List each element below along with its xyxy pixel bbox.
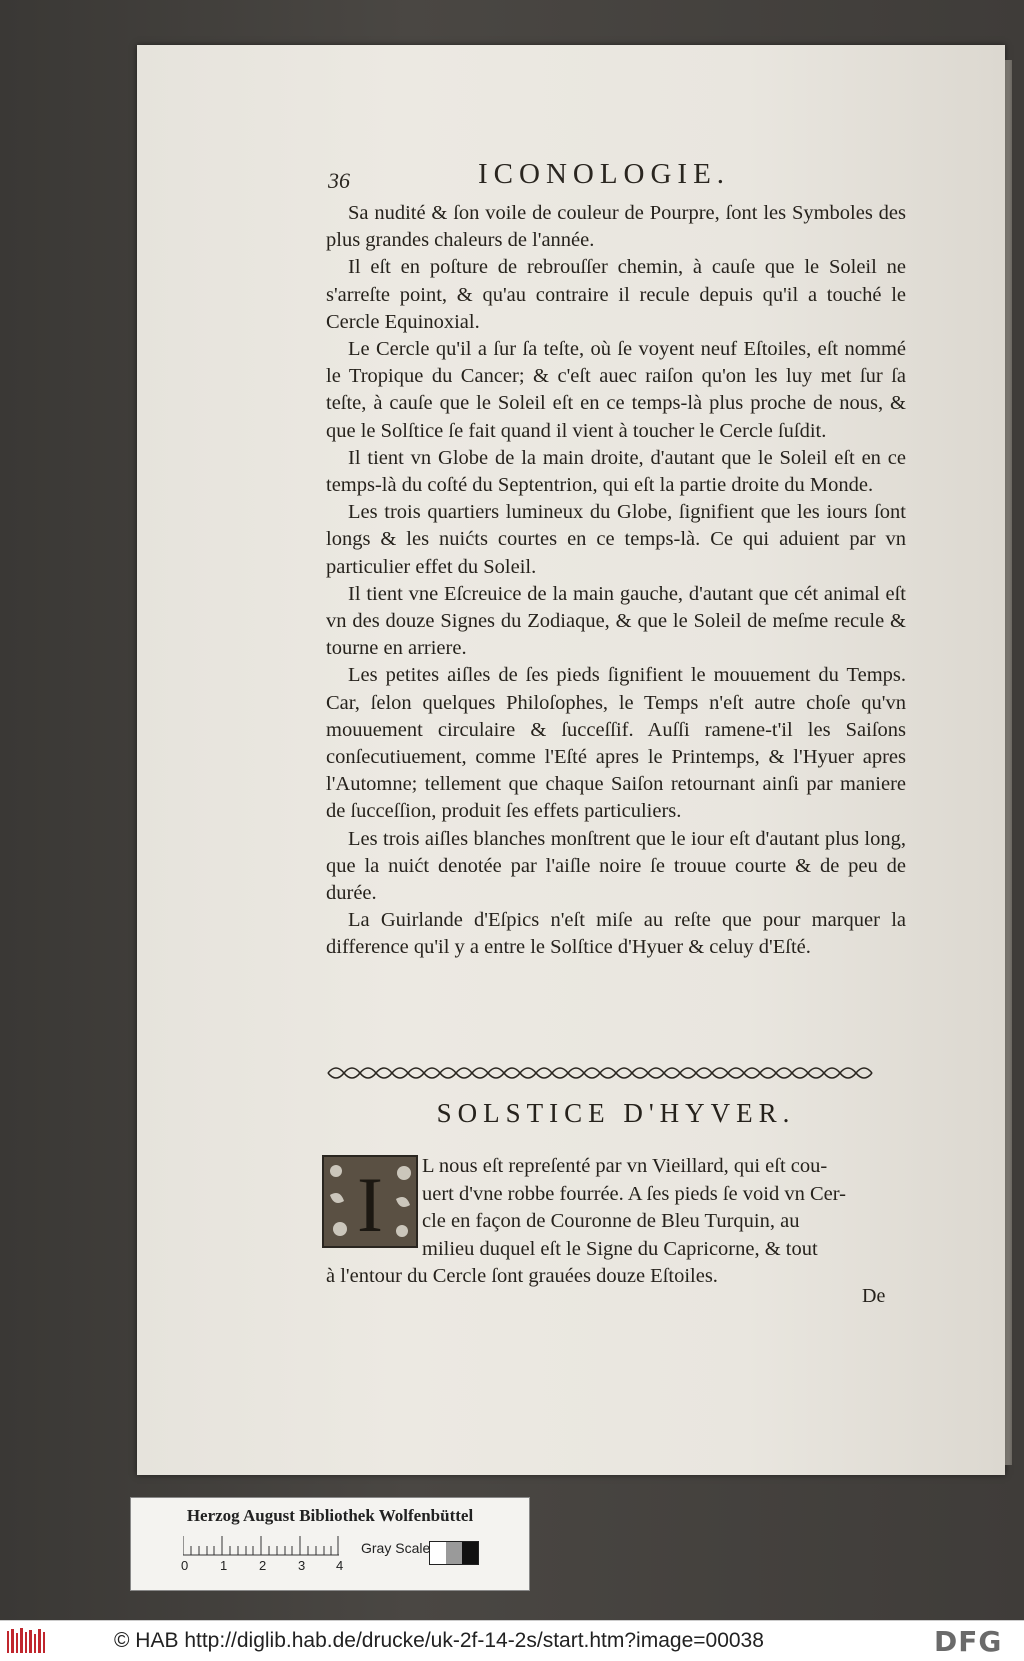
library-name: Herzog August Bibliothek Wolfenbüttel	[186, 1506, 474, 1525]
swatch-white	[430, 1542, 446, 1564]
main-text	[326, 200, 906, 962]
swatch-black	[462, 1542, 478, 1564]
scale-number: 1	[220, 1558, 228, 1573]
paragraph: Sa nudité & ſon voile de couleur de Pourpre, ſont les Symboles des plus grandes chaleurs de l'année.	[326, 202, 906, 252]
section-line: L nous eſt repreſenté par vn Vieillard, qui eſt cou-	[422, 1155, 828, 1177]
swatch-gray	[446, 1542, 462, 1564]
running-title: ICONOLOGIE.	[478, 158, 731, 190]
paragraph: Les trois aiſles blanches monſtrent que le iour eſt d'autant plus long, que la nuićt denotée par l'aiſle noire ſe trouue courte & de peu de durée.	[326, 827, 906, 905]
section-line: milieu duquel eſt le Signe du Capricorne, & tout	[422, 1237, 818, 1260]
section-title: SOLSTICE D'HYVER.	[436, 1098, 796, 1128]
section-line: uert d'vne robbe fourrée. A ſes pieds ſe void vn Cer-	[422, 1182, 846, 1205]
hab-barcode-icon[interactable]	[6, 1627, 48, 1655]
page-header	[328, 156, 908, 196]
scale-number: 4	[336, 1558, 344, 1573]
paragraph: Les petites aiſles de ſes pieds ſignifient le mouuement du Temps. Car, ſelon quelques Philoſophes, le Temps n'eſt autre choſe qu'vn mouuement circulaire & ſucceſſif. Auſſi ramene-t'il les Saiſons conſecutiuement, comme l'Eſté apres le Printemps, & l'Hyuer apres l'Automne; tellement que chaque Saiſon retournant ainſi par maniere de ſucceſſion, produit ſes effets particuliers.	[326, 664, 906, 823]
catchword: De	[862, 1285, 886, 1307]
initial-letter: I	[357, 1161, 383, 1248]
scale-numbers	[181, 1558, 351, 1578]
gray-swatch	[429, 1541, 479, 1565]
ruler-scale	[183, 1534, 339, 1556]
dfg-logo[interactable]: DFG	[934, 1625, 1003, 1658]
paragraph: Le Cercle qu'il a ſur ſa teſte, où ſe voyent neuf Eſtoiles, eſt nommé le Tropique du Cancer; & c'eſt auec raiſon qu'on les luy met ſur ſa teſte, à cauſe que le Soleil eſt en ce temps-là plus proche de nous, & que le Solſtice ſe fait quand il vient à toucher le Cercle ſuſdit.	[326, 338, 906, 442]
paragraph: Il tient vn Globe de la main droite, d'autant que le Soleil eſt en ce temps-là du coſté du Septentrion, qui eſt la partie droite du Monde.	[326, 446, 906, 497]
scale-number: 3	[298, 1558, 306, 1573]
section-line: cle en façon de Couronne de Bleu Turquin, au	[422, 1210, 800, 1232]
paragraph: Il eſt en poſture de rebrouſſer chemin, à cauſe que le Soleil ne s'arreſte point, & qu'au contraire il recule depuis qu'il a touché le Cercle Equinoxial.	[326, 256, 906, 333]
section-line: à l'entour du Cercle ſont grauées douze Eſtoiles.	[326, 1265, 718, 1287]
footer-credit-link[interactable]: © HAB http://diglib.hab.de/drucke/uk-2f-14-2s/start.htm?image=00038	[114, 1629, 764, 1652]
scale-number: 0	[181, 1558, 189, 1573]
paragraph: Les trois quartiers lumineux du Globe, ſignifient que les iours ſont longs & les nuićts courtes en ce temps-là. Ce qui aduient par vn particulier effet du Soleil.	[326, 501, 906, 578]
gray-scale-label: Gray Scale	[361, 1540, 431, 1556]
paragraph: Il tient vne Eſcreuice de la main gauche, d'autant que cét animal eſt vn des douze Signes du Zodiaque, & que le Soleil de meſme recule & tourne en arriere.	[326, 582, 906, 660]
scale-number: 2	[259, 1558, 267, 1573]
color-chart	[130, 1497, 530, 1591]
section-text	[326, 1153, 906, 1291]
page-number: 36	[328, 168, 350, 193]
footer-bar	[0, 1620, 1024, 1661]
paragraph: La Guirlande d'Eſpics n'eſt miſe au reſte que pour marquer la difference qu'il y a entre le Solſtice d'Hyuer & celuy d'Eſté.	[326, 909, 906, 959]
ornament-band	[323, 1061, 893, 1085]
